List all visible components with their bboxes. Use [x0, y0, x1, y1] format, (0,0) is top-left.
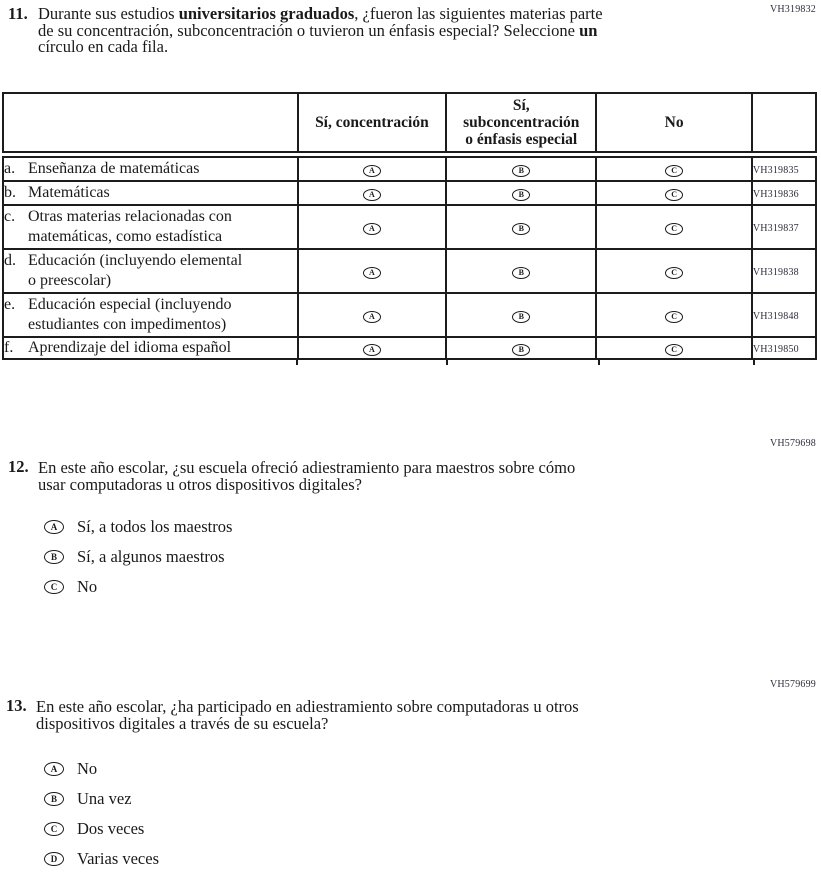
- row-label: Matemáticas: [28, 184, 110, 201]
- q11-matrix-table: [2, 92, 817, 360]
- bubble-d-concentracion[interactable]: A: [363, 267, 381, 279]
- row-label: Enseñanza de matemáticas: [28, 160, 200, 177]
- option-row: [44, 819, 159, 839]
- row-label-cell: [3, 293, 298, 337]
- header-label: o énfasis especial: [465, 131, 578, 148]
- table-row-f: [3, 337, 816, 359]
- bubble-c-subconcentracion[interactable]: B: [512, 223, 530, 235]
- bubble-q13-c[interactable]: C: [44, 822, 64, 836]
- bubble-q12-c[interactable]: C: [44, 580, 64, 594]
- stem-text: de su concentración, subconcentración o tuvieron un énfasis especial? Seleccione: [38, 20, 580, 40]
- header-label: Sí,: [512, 97, 530, 114]
- border-stub: [753, 360, 755, 365]
- bubble-q12-b[interactable]: B: [44, 550, 64, 564]
- header-label: Sí, concentración: [315, 114, 429, 131]
- option-row: [44, 517, 232, 537]
- row-label: matemáticas, como estadística: [28, 228, 223, 245]
- row-label-cell: [3, 249, 298, 293]
- bubble-q12-a[interactable]: A: [44, 520, 64, 534]
- stem-text: Durante sus estudios: [38, 4, 179, 23]
- row-label: Otras materias relacionadas con: [28, 208, 232, 225]
- row-label: estudiantes con impedimentos): [28, 316, 227, 333]
- bubble-a-concentracion[interactable]: A: [363, 165, 381, 177]
- stem-text: usar computadoras u otros dispositivos digitales?: [38, 475, 362, 494]
- option-row: [44, 759, 159, 779]
- row-label: o preescolar): [28, 272, 112, 289]
- table-row-e: [3, 293, 816, 337]
- header-label: subconcentración: [463, 114, 580, 131]
- row-label: Aprendizaje del idioma español: [28, 339, 232, 356]
- table-row-c: [3, 205, 816, 249]
- vh-code-row-e: VH319848: [752, 311, 799, 322]
- row-letter: c.: [4, 208, 16, 225]
- bubble-b-subconcentracion[interactable]: B: [512, 189, 530, 201]
- question-13-options: [44, 759, 159, 879]
- vh-code-row-d: VH319838: [752, 267, 799, 278]
- question-13-stem: [36, 698, 579, 732]
- bubble-q13-d[interactable]: D: [44, 852, 64, 866]
- vh-code-row-c: VH319837: [752, 223, 799, 234]
- vh-code-q12: VH579698: [769, 438, 816, 449]
- row-label-cell: [3, 155, 298, 182]
- row-letter: d.: [4, 252, 16, 269]
- row-letter: f.: [4, 339, 14, 356]
- table-row-a: [3, 155, 816, 182]
- stem-text: círculo en cada fila.: [38, 37, 169, 56]
- question-12-options: [44, 517, 232, 607]
- border-stub: [598, 360, 600, 365]
- border-stub: [446, 360, 448, 365]
- stem-text: En este año escolar, ¿ha participado en adiestramiento sobre computadoras u otros: [36, 697, 579, 716]
- bubble-b-no[interactable]: C: [665, 189, 683, 201]
- bubble-q13-b[interactable]: B: [44, 792, 64, 806]
- header-si-subconcentracion: [446, 93, 596, 155]
- bubble-q13-a[interactable]: A: [44, 762, 64, 776]
- header-code-cell: [752, 93, 816, 155]
- stem-bold-text: universitarios graduados: [178, 4, 355, 23]
- stem-bold-text: un: [579, 20, 598, 40]
- row-letter: b.: [4, 184, 16, 201]
- row-label-cell: [3, 337, 298, 359]
- header-label: No: [664, 114, 684, 131]
- q11-table-wrap: [2, 92, 819, 360]
- vh-code-row-f: VH319850: [752, 344, 799, 355]
- vh-code-row-b: VH319836: [752, 189, 799, 200]
- row-letter: e.: [4, 296, 16, 313]
- table-row-d: [3, 249, 816, 293]
- bubble-a-no[interactable]: C: [665, 165, 683, 177]
- option-label: Dos veces: [77, 819, 145, 838]
- option-label: Sí, a algunos maestros: [77, 547, 225, 566]
- option-label: Varias veces: [77, 849, 160, 868]
- header-si-concentracion: [298, 93, 446, 155]
- bubble-e-subconcentracion[interactable]: B: [512, 311, 530, 323]
- option-row: [44, 849, 159, 869]
- bubble-f-subconcentracion[interactable]: B: [512, 344, 530, 356]
- bubble-e-concentracion[interactable]: A: [363, 311, 381, 323]
- bubble-f-concentracion[interactable]: A: [363, 344, 381, 356]
- header-no: [596, 93, 751, 155]
- row-label: Educación (incluyendo elemental: [28, 252, 243, 269]
- vh-code-q13: VH579699: [769, 679, 816, 690]
- bubble-f-no[interactable]: C: [665, 344, 683, 356]
- option-label: No: [77, 759, 98, 778]
- bubble-c-concentracion[interactable]: A: [363, 223, 381, 235]
- vh-code-row-a: VH319835: [752, 165, 799, 176]
- stem-text: En este año escolar, ¿su escuela ofreció adiestramiento para maestros sobre cómo: [38, 458, 576, 477]
- question-13-number: 13.: [6, 696, 27, 715]
- header-empty-cell: [3, 93, 298, 155]
- vh-code-q11: VH319832: [769, 4, 816, 15]
- question-12: [8, 459, 788, 493]
- table-header-row: [3, 93, 816, 155]
- question-11-number: 11.: [8, 4, 28, 23]
- bubble-b-concentracion[interactable]: A: [363, 189, 381, 201]
- stem-text: dispositivos digitales a través de su escuela?: [36, 714, 329, 733]
- option-label: Sí, a todos los maestros: [77, 517, 233, 536]
- bubble-d-no[interactable]: C: [665, 267, 683, 279]
- question-11-stem: [38, 6, 603, 56]
- option-label: No: [77, 577, 98, 596]
- option-row: [44, 789, 159, 809]
- bubble-a-subconcentracion[interactable]: B: [512, 165, 530, 177]
- row-label: Educación especial (incluyendo: [28, 296, 232, 313]
- row-label-cell: [3, 181, 298, 205]
- stem-text: , ¿fueron las siguientes materias parte: [354, 4, 603, 23]
- option-row: [44, 577, 232, 597]
- row-letter: a.: [4, 160, 16, 177]
- bubble-d-subconcentracion[interactable]: B: [512, 267, 530, 279]
- row-label-cell: [3, 205, 298, 249]
- option-row: [44, 547, 232, 567]
- bubble-e-no[interactable]: C: [665, 311, 683, 323]
- question-12-stem: [38, 459, 575, 493]
- border-stub: [296, 360, 298, 365]
- question-13: [6, 698, 796, 732]
- table-row-b: [3, 181, 816, 205]
- option-label: Una vez: [77, 789, 132, 808]
- question-11: [8, 6, 788, 56]
- bubble-c-no[interactable]: C: [665, 223, 683, 235]
- question-12-number: 12.: [8, 457, 29, 476]
